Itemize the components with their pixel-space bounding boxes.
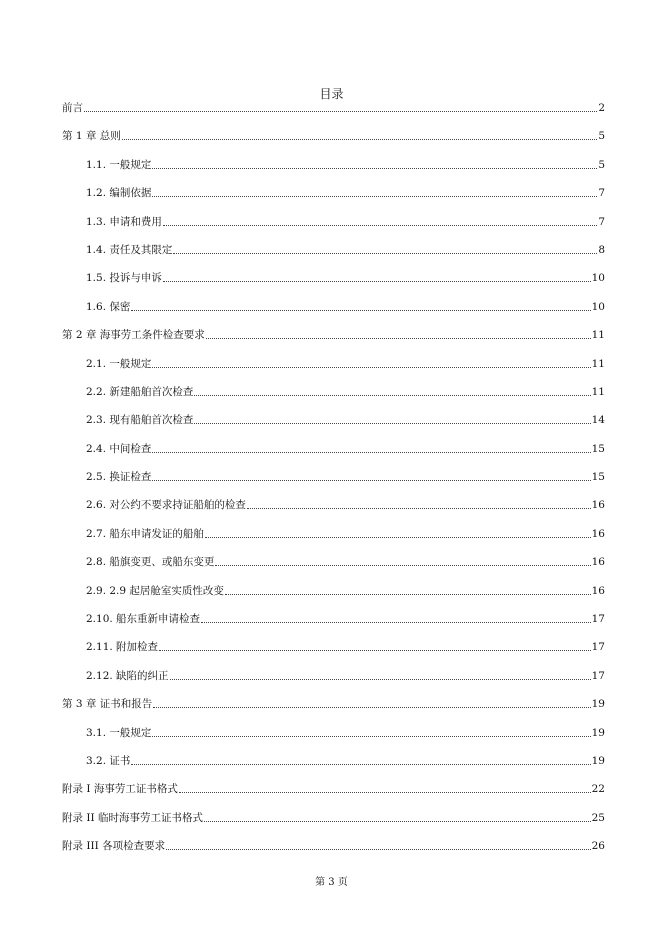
toc-leader-dots bbox=[166, 838, 591, 850]
toc-entry-page-number: 16 bbox=[591, 527, 605, 540]
toc-entry-text: 1.3. 申请和费用 bbox=[86, 215, 162, 228]
toc-entry[interactable] bbox=[62, 838, 605, 866]
toc-entry-text: 1.4. 责任及其限定 bbox=[86, 243, 173, 256]
toc-leader-dots bbox=[152, 157, 597, 169]
toc-leader-dots bbox=[152, 441, 590, 453]
toc-entry-text: 第 3 章 证书和报告 bbox=[62, 698, 153, 711]
toc-entry-page-number: 16 bbox=[591, 556, 605, 569]
toc-entry-text: 第 1 章 总则 bbox=[62, 130, 121, 143]
toc-entry[interactable] bbox=[62, 157, 605, 185]
toc-entry-page-number: 15 bbox=[591, 442, 605, 455]
toc-entry-page-number: 11 bbox=[591, 385, 605, 398]
toc-entry[interactable] bbox=[62, 469, 605, 497]
table-of-contents bbox=[62, 100, 605, 867]
toc-leader-dots bbox=[206, 327, 591, 339]
toc-entry[interactable] bbox=[62, 327, 605, 355]
toc-entry-page-number: 7 bbox=[598, 215, 605, 228]
toc-leader-dots bbox=[247, 497, 591, 509]
toc-entry[interactable] bbox=[62, 668, 605, 696]
toc-entry-page-number: 19 bbox=[591, 726, 605, 739]
toc-entry-text: 3.2. 证书 bbox=[86, 754, 131, 767]
toc-entry-text: 2.3. 现有船舶首次检查 bbox=[86, 414, 194, 427]
toc-entry[interactable] bbox=[62, 185, 605, 213]
toc-entry[interactable] bbox=[62, 781, 605, 809]
toc-entry[interactable] bbox=[62, 270, 605, 298]
toc-leader-dots bbox=[215, 554, 590, 566]
toc-entry-text: 1.5. 投诉与申诉 bbox=[86, 272, 162, 285]
toc-entry-text: 前言 bbox=[62, 102, 83, 114]
toc-entry[interactable] bbox=[62, 725, 605, 753]
toc-entry-page-number: 22 bbox=[591, 783, 605, 796]
toc-leader-dots bbox=[122, 128, 598, 140]
toc-entry[interactable] bbox=[62, 526, 605, 554]
toc-entry-text: 1.2. 编制依据 bbox=[86, 187, 152, 200]
toc-entry[interactable] bbox=[62, 696, 605, 724]
toc-entry-text: 2.5. 换证检查 bbox=[86, 471, 152, 484]
toc-entry-page-number: 19 bbox=[591, 754, 605, 767]
toc-leader-dots bbox=[173, 242, 597, 254]
toc-entry-text: 附录 I 海事劳工证书格式 bbox=[62, 783, 178, 796]
toc-entry-page-number: 8 bbox=[598, 243, 605, 256]
toc-leader-dots bbox=[153, 696, 590, 708]
toc-leader-dots bbox=[163, 270, 591, 282]
toc-entry[interactable] bbox=[62, 128, 605, 156]
page-footer: 第 3 页 bbox=[315, 877, 348, 888]
toc-leader-dots bbox=[152, 185, 597, 197]
toc-entry[interactable] bbox=[62, 810, 605, 838]
toc-entry-text: 2.7. 船东申请发证的船舶 bbox=[86, 527, 204, 540]
toc-entry[interactable] bbox=[62, 242, 605, 270]
toc-entry-page-number: 16 bbox=[591, 499, 605, 512]
toc-leader-dots bbox=[179, 781, 591, 793]
toc-entry-page-number: 2 bbox=[598, 102, 605, 114]
toc-entry-page-number: 14 bbox=[591, 414, 605, 427]
toc-leader-dots bbox=[84, 100, 597, 112]
toc-entry-text: 附录 III 各项检查要求 bbox=[62, 840, 166, 853]
toc-leader-dots bbox=[131, 753, 590, 765]
toc-entry-text: 2.12. 缺陷的纠正 bbox=[86, 669, 169, 682]
toc-entry-page-number: 26 bbox=[591, 840, 605, 853]
toc-leader-dots bbox=[201, 611, 591, 623]
toc-entry[interactable] bbox=[62, 753, 605, 781]
toc-leader-dots bbox=[152, 469, 590, 481]
toc-entry-page-number: 16 bbox=[591, 584, 605, 597]
toc-entry[interactable] bbox=[62, 611, 605, 639]
toc-leader-dots bbox=[205, 526, 591, 538]
toc-entry-text: 2.8. 船旗变更、或船东变更 bbox=[86, 556, 215, 569]
toc-leader-dots bbox=[152, 725, 590, 737]
toc-entry-page-number: 11 bbox=[591, 357, 605, 370]
toc-entry-page-number: 7 bbox=[598, 187, 605, 200]
toc-entry[interactable] bbox=[62, 497, 605, 525]
toc-entry-page-number: 17 bbox=[591, 613, 605, 626]
toc-leader-dots bbox=[225, 583, 591, 595]
toc-leader-dots bbox=[170, 668, 591, 680]
toc-entry-text: 3.1. 一般规定 bbox=[86, 726, 152, 739]
toc-title: 目录 bbox=[319, 87, 344, 101]
toc-entry[interactable] bbox=[62, 583, 605, 611]
toc-entry-page-number: 25 bbox=[591, 811, 605, 824]
toc-entry-page-number: 15 bbox=[591, 471, 605, 484]
toc-entry-text: 第 2 章 海事劳工条件检查要求 bbox=[62, 329, 205, 342]
toc-entry-page-number: 19 bbox=[591, 698, 605, 711]
toc-entry-text: 1.1. 一般规定 bbox=[86, 158, 152, 171]
toc-entry[interactable] bbox=[62, 100, 605, 128]
toc-entry-page-number: 10 bbox=[591, 300, 605, 313]
toc-entry-page-number: 17 bbox=[591, 641, 605, 654]
toc-entry-page-number: 17 bbox=[591, 669, 605, 682]
toc-entry-text: 2.9. 2.9 起居舱室实质性改变 bbox=[86, 584, 224, 597]
toc-leader-dots bbox=[163, 214, 597, 226]
toc-leader-dots bbox=[194, 412, 590, 424]
toc-entry[interactable] bbox=[62, 441, 605, 469]
toc-entry[interactable] bbox=[62, 384, 605, 412]
toc-entry[interactable] bbox=[62, 299, 605, 327]
toc-entry-text: 2.6. 对公约不要求持证船舶的检查 bbox=[86, 499, 246, 512]
toc-entry-page-number: 5 bbox=[598, 130, 605, 143]
toc-entry[interactable] bbox=[62, 214, 605, 242]
toc-leader-dots bbox=[204, 810, 591, 822]
toc-entry[interactable] bbox=[62, 554, 605, 582]
toc-entry-page-number: 10 bbox=[591, 272, 605, 285]
toc-entry-text: 2.4. 中间检查 bbox=[86, 442, 152, 455]
toc-leader-dots bbox=[194, 384, 590, 396]
toc-entry-page-number: 11 bbox=[591, 329, 605, 342]
toc-entry-text: 附录 II 临时海事劳工证书格式 bbox=[62, 811, 203, 824]
toc-entry-text: 2.10. 船东重新申请检查 bbox=[86, 613, 201, 626]
toc-entry-text: 2.11. 附加检查 bbox=[86, 641, 159, 654]
toc-entry[interactable] bbox=[62, 639, 605, 667]
toc-entry[interactable] bbox=[62, 412, 605, 440]
toc-entry-page-number: 5 bbox=[598, 158, 605, 171]
toc-entry-text: 2.1. 一般规定 bbox=[86, 357, 152, 370]
toc-leader-dots bbox=[152, 356, 590, 368]
toc-leader-dots bbox=[131, 299, 590, 311]
toc-entry-text: 2.2. 新建船舶首次检查 bbox=[86, 385, 194, 398]
toc-leader-dots bbox=[159, 639, 591, 651]
toc-entry[interactable] bbox=[62, 356, 605, 384]
toc-entry-text: 1.6. 保密 bbox=[86, 300, 131, 313]
